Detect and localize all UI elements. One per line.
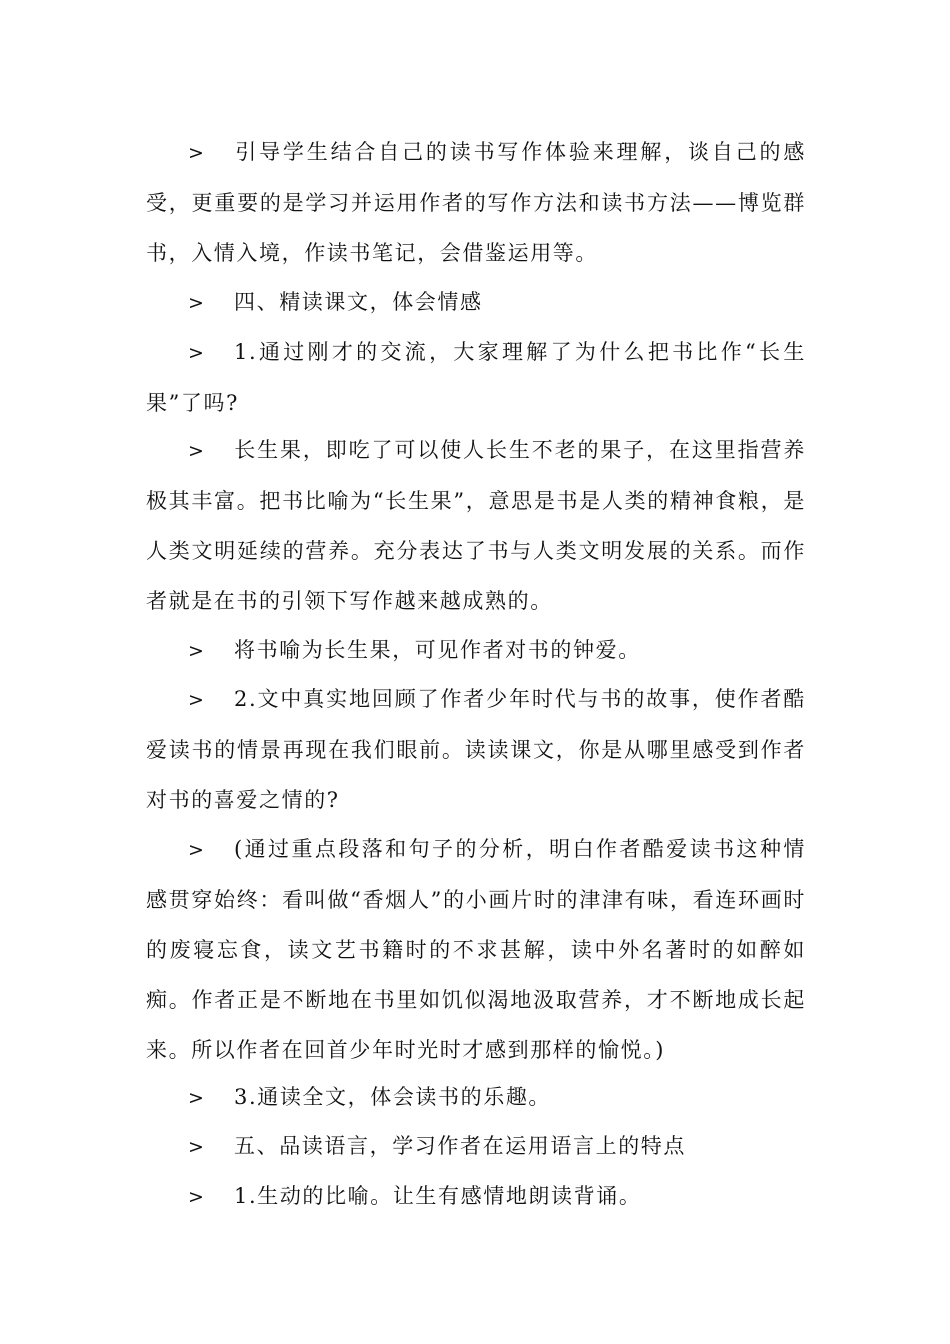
section-heading xyxy=(146,1121,806,1172)
bullet-marker: > xyxy=(188,142,206,164)
bullet-marker: > xyxy=(188,640,206,662)
bullet-marker: > xyxy=(188,1087,206,1109)
paragraph xyxy=(146,127,806,278)
paragraph-text: 将书喻为长生果，可见作者对书的钟爱。 xyxy=(234,638,641,662)
paragraph-text: 3.通读全文，体会读书的乐趣。 xyxy=(234,1085,552,1109)
paragraph xyxy=(146,425,806,626)
paragraph-text: 1.通过刚才的交流，大家理解了为什么把书比作“长生果”了吗? xyxy=(146,340,806,415)
bullet-marker: > xyxy=(188,292,206,314)
paragraph-text: 五、品读语言，学习作者在运用语言上的特点 xyxy=(234,1134,686,1158)
paragraph xyxy=(146,1072,806,1123)
paragraph-text: 四、精读课文，体会情感 xyxy=(234,290,483,314)
paragraph xyxy=(146,625,806,676)
paragraph xyxy=(146,327,806,428)
paragraph xyxy=(146,674,806,825)
paragraph xyxy=(146,1171,806,1222)
paragraph-text: 2.文中真实地回顾了作者少年时代与书的故事，使作者酷爱读书的情景再现在我们眼前。读读课文，你是从哪里感受到作者对书的喜爱之情的? xyxy=(146,687,806,812)
bullet-marker: > xyxy=(188,839,206,861)
bullet-marker: > xyxy=(188,342,206,364)
section-heading xyxy=(146,277,806,328)
paragraph-text: 1.生动的比喻。让生有感情地朗读背诵。 xyxy=(234,1184,642,1208)
paragraph-text: (通过重点段落和句子的分析，明白作者酷爱读书这种情感贯穿始终：看叫做“香烟人”的小画片时的津津有味，看连环画时的废寝忘食，读文艺书籍时的不求甚解，读中外名著时的如醉如痴。作者正是不断地在书里如饥似渴地汲取营养，才不断地成长起来。所以作者在回首少年时光时才感到那样的愉悦。) xyxy=(146,837,806,1062)
paragraph-text: 引导学生结合自己的读书写作体验来理解，谈自己的感受，更重要的是学习并运用作者的写作方法和读书方法——博览群书，入情入境，作读书笔记，会借鉴运用等。 xyxy=(146,140,806,265)
bullet-marker: > xyxy=(188,440,206,462)
paragraph xyxy=(146,824,806,1075)
bullet-marker: > xyxy=(188,1186,206,1208)
paragraph-text: 长生果，即吃了可以使人长生不老的果子，在这里指营养极其丰富。把书比喻为“长生果”，意思是书是人类的精神食粮，是人类文明延续的营养。充分表达了书与人类文明发展的关系。而作者就是在书的引领下写作越来越成熟的。 xyxy=(146,438,806,613)
bullet-marker: > xyxy=(188,1136,206,1158)
bullet-marker: > xyxy=(188,689,206,711)
